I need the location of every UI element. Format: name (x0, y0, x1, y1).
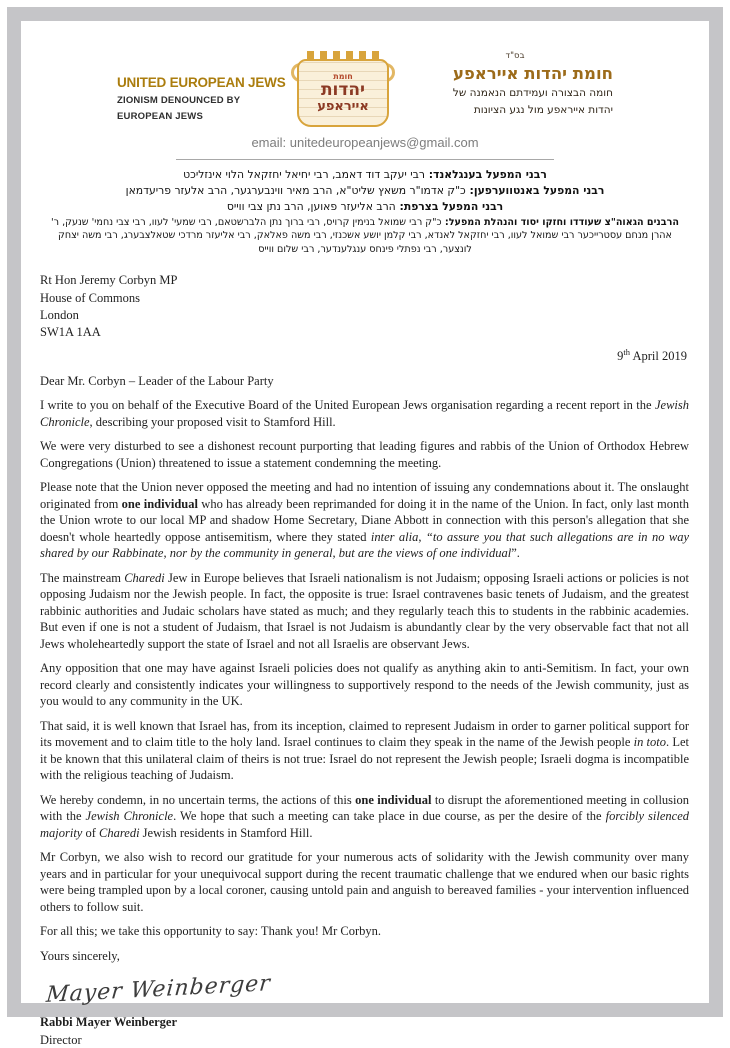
date-day: 9 (617, 349, 624, 364)
rabbi-line: הרבנים הגאוה"צ שעודדו וחזקו יסוד והנהלת המפעל: כ"ק רבי שמואל בנימין קרויס, רבי ברוך נתן הלברשטאם, רבי שמעי' לעוו, רבי צבי נחמי' שנעק, ר' אהרן מנחם עסטרייכער רבי שמואל לעוו, רבי יחזקאל לאנדא, רבי קלמן יושע אשכנזי, רבי משה פאלאק, רבי אליעזר מרדכי שטאלצבערג, רבי משה יצחק לונצער, רבי נפתלי פינחס ענגלענדער, רבי שלום ווייס (51, 216, 679, 256)
recipient-line: Rt Hon Jeremy Corbyn MP (40, 273, 178, 288)
closing: Yours sincerely, (40, 948, 120, 963)
org-subtitle-line1: ZIONISM DENOUNCED BY (117, 95, 241, 106)
letter-paragraphs (40, 397, 689, 940)
letter-paragraph: We were very disturbed to see a dishonest recount purporting that leading figures and rabbis of the Union of Orthodox Hebrew Congregations (Union) threatened to issue a statement condemning the meeting. (40, 439, 689, 470)
rabbi-line: רבני המפעל בצרפת: הרב אליעזר פאוען, הרב נתן צבי ווייס (226, 200, 504, 214)
letter-paragraph: I write to you on behalf of the Executive Board of the United European Jews organisation regarding a recent report in the Jewish Chronicle, describing your proposed visit to Stamford Hill. (40, 398, 689, 429)
recipient-line: London (40, 307, 79, 322)
letter-page (21, 21, 709, 1047)
letterhead (21, 51, 709, 127)
signer-title: Director (40, 1032, 82, 1047)
recipient-block (40, 272, 689, 341)
scan-frame (7, 7, 723, 1047)
org-name-hebrew (417, 51, 613, 117)
org-name-english (117, 75, 286, 122)
org-title: UNITED EUROPEAN JEWS (117, 75, 286, 90)
letter-paragraph: For all this; we take this opportunity to say: Thank you! Mr Corbyn. (40, 924, 382, 939)
signer-name: Rabbi Mayer Weinberger (40, 1015, 178, 1030)
rabbi-line: רבני המפעל בענגלאנד: רבי יעקב דוד דאמב, רבי יחיאל יחזקאל הלוי אינזליכט (183, 168, 547, 181)
emblem-body (297, 59, 389, 127)
rabbis-block (21, 167, 709, 257)
emblem-word-top: חומת (333, 72, 353, 81)
salutation: Dear Mr. Corbyn – Leader of the Labour Party (40, 373, 274, 388)
organization-emblem-icon (295, 51, 391, 127)
emblem-word-mid: יהדות (320, 80, 366, 100)
org-subtitle-line2: EUROPEAN JEWS (117, 111, 204, 122)
bsd-mark: בס"ד (505, 51, 525, 61)
emblem-crenellation (307, 51, 379, 59)
letter-paragraph: The mainstream Charedi Jew in Europe believes that Israeli nationalism is not Judaism; opposing Israeli actions or policies is not opposing Judaism nor the Jewish people. In fact, the opposite is true: Israel contravenes basic tenets of Judaism, and the greatest rabbinic authorities and Judaic scholars have stated as much; and they regularly teach this to students in the rabbinic academies. But even if one is not a student of Judaism, that Israel is not Judaism is abundantly clear by the very observable fact that not all Jews wholeheartedly support the state of Israel and not all Israelis are observant Jews. (40, 570, 689, 651)
org-subtitle-hebrew-line1: חומה הבצורה ועמידתם הנאמנה של (452, 87, 613, 99)
org-subtitle-hebrew-line2: יהדות אייראפע מול נגע הציונות (473, 104, 613, 117)
letter-paragraph: We hereby condemn, in no uncertain terms, the actions of this one individual to disrupt the aforementioned meeting in collusion with the Jewish Chronicle. We hope that such a meeting can take place in due course, as per the desire of the forcibly silenced majority of Charedi Jewish residents in Stamford Hill. (40, 792, 689, 840)
org-title-hebrew: חומת יהדות אייראפע (452, 64, 613, 83)
date-ordinal: th (623, 347, 631, 358)
letter-date (40, 347, 687, 365)
date-rest: April 2019 (630, 349, 687, 364)
header-divider (176, 159, 554, 160)
letter-paragraph: Any opposition that one may have against Israeli policies does not qualify as anything akin to anti-Semitism. In fact, your own record clearly and consistently indicates your willingness to supportively respond to the needs of the Jewish community, just as you would to any community in the UK. (40, 661, 689, 709)
recipient-line: House of Commons (40, 290, 140, 305)
letter-paragraph: Please note that the Union never opposed the meeting and had no intention of issuing any condemnations about it. The onslaught originated from one individual who has already been reprimanded for doing it in the name of the Union. In fact, only last month the Union wrote to our local MP and shadow Home Secretary, Diane Abbott in connection with this person's allegation that she doesn't whole heartedly oppose antisemitism, where they stated inter alia, “to assure you that such allegations are in no way shared by our Rabbinate, nor by the community in general, but are the views of one individual”. (40, 480, 689, 561)
emblem-word-bottom: אייראפע (317, 99, 369, 114)
recipient-line: SW1A 1AA (40, 325, 101, 340)
rabbi-line: רבני המפעל באנטווערפען: כ"ק אדמו"ר משאץ שליט"א, הרב מאיר ווינבערגער, הרב אלעזר פריעדמאן (125, 184, 605, 198)
letter-paragraph: Mr Corbyn, we also wish to record our gratitude for your numerous acts of solidarity with the Jewish community over many years and in particular for your unequivocal support during the recent traumatic challenge that we endured when our basic rights were being trampled upon by a local coroner, causing untold pain and anguish to bereaved families - your intervention influenced others to follow suit. (40, 850, 689, 914)
org-email: email: unitedeuropeanjews@gmail.com (251, 135, 479, 150)
letter-body (21, 272, 709, 1048)
letter-paragraph: That said, it is well known that Israel has, from its inception, claimed to represent Judaism in order to garner political support for its movement and to claim title to the holy land. Israel continues to claim they speak in the name of the Jewish people in toto. Let it be known that this unilateral claim of theirs is not true: Israel do not represent the Jewish people; Israeli dogma is incompatible with the religious teaching of Judaism. (40, 718, 689, 783)
handwritten-signature: Mayer Weinberger (45, 971, 272, 1009)
